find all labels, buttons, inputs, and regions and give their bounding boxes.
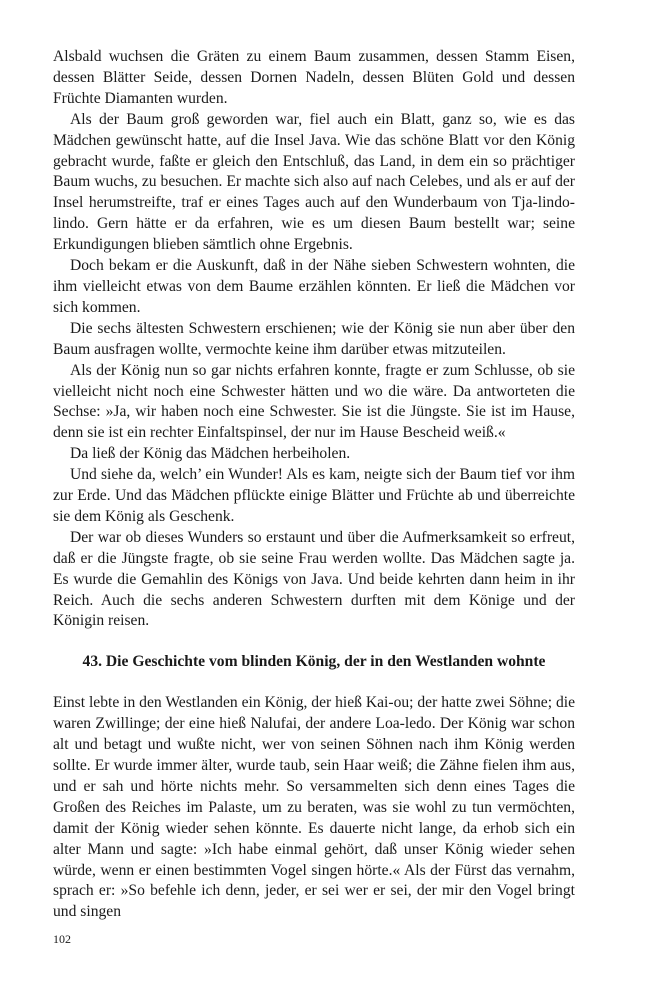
paragraph: Als der König nun so gar nichts erfahren konnte, fragte er zum Schlusse, ob sie vielleicht nicht noch eine Schwester hätten und wo die wäre. Da antworteten die Sechse: »Ja, wir haben noch eine Schwester. Sie ist die Jüngste. Sie ist im Hause, denn sie ist ein rechter Einfaltspinsel, der nur im Hause Bescheid weiß.«	[53, 361, 575, 442]
paragraph: Als der Baum groß geworden war, fiel auch ein Blatt, ganz so, wie es das Mädchen gewünscht hatte, auf die Insel Java. Wie das schöne Blatt vor den König gebracht wurde, faßte er gleich den Entschluß, das Land, in dem ein so prächtiger Baum wuchs, zu besuchen. Er machte sich also auf nach Celebes, und als er auf der Insel herumstreifte, traf er eines Tages auch auf den Wunderbaum von Tja-lindo-lindo. Gern hätte er da erfahren, wie es um diesen Baum bestellt war; seine Erkundigungen blieben sämtlich ohne Ergebnis.	[53, 110, 575, 254]
book-page	[53, 47, 575, 923]
paragraph: Alsbald wuchsen die Gräten zu einem Baum zusammen, dessen Stamm Eisen, dessen Blätter Seide, dessen Dornen Nadeln, dessen Blüten Gold und dessen Früchte Diamanten wurden.	[53, 48, 575, 107]
paragraph: Der war ob dieses Wunders so erstaunt und über die Aufmerksamkeit so erfreut, daß er die Jüngste fragte, ob sie seine Frau werden wollte. Das Mädchen sagte ja. Es wurde die Gemahlin des Königs von Java. Und beide kehrten dann heim in ihr Reich. Auch die sechs anderen Schwestern durften mit dem Könige und der Königin reisen.	[53, 528, 575, 630]
story-ending	[53, 47, 575, 632]
chapter-heading: 43. Die Geschichte vom blinden König, der in den Westlanden wohnte	[82, 653, 546, 671]
paragraph: Die sechs ältesten Schwestern erschienen; wie der König sie nun aber über den Baum ausfragen wollte, vermochte keine ihm darüber etwas mitzuteilen.	[53, 319, 575, 358]
paragraph: Doch bekam er die Auskunft, daß in der Nähe sieben Schwestern wohnten, die ihm vielleicht etwas von dem Baume erzählen könnten. Er ließ die Mädchen vor sich kommen.	[53, 257, 575, 316]
paragraph: Und siehe da, welch’ ein Wunder! Als es kam, neigte sich der Baum tief vor ihm zur Erde. Und das Mädchen pflückte einige Blätter und Früchte ab und überreichte sie dem König als Geschenk.	[53, 466, 575, 525]
chapter-body	[53, 693, 575, 923]
paragraph: Einst lebte in den Westlanden ein König, der hieß Kai-ou; der hatte zwei Söhne; die waren Zwillinge; der eine hieß Nalufai, der andere Loa-ledo. Der König war schon alt und betagt und wußte nicht, wer von seinen Söhnen nach ihm König werden sollte. Er wurde immer älter, wurde taub, sein Haar weiß; die Zähne fielen ihm aus, und er sah und hörte nichts mehr. So versammelten sich denn eines Tages die Großen des Reiches im Palaste, um zu beraten, was sie wohl zu tun vermöchten, damit der König wieder sehen könnte. Es dauerte nicht lange, da erhob sich ein alter Mann und sagte: »Ich habe einmal gehört, daß unser König wieder sehen würde, wenn er einen bestimmten Vogel singen hörte.« Als der Fürst das vernahm, sprach er: »So befehle ich denn, jeder, er sei wer er sei, der mir den Vogel bringt und singen	[53, 694, 576, 921]
paragraph: Da ließ der König das Mädchen herbeiholen.	[70, 445, 351, 463]
page-number: 102	[53, 932, 71, 946]
